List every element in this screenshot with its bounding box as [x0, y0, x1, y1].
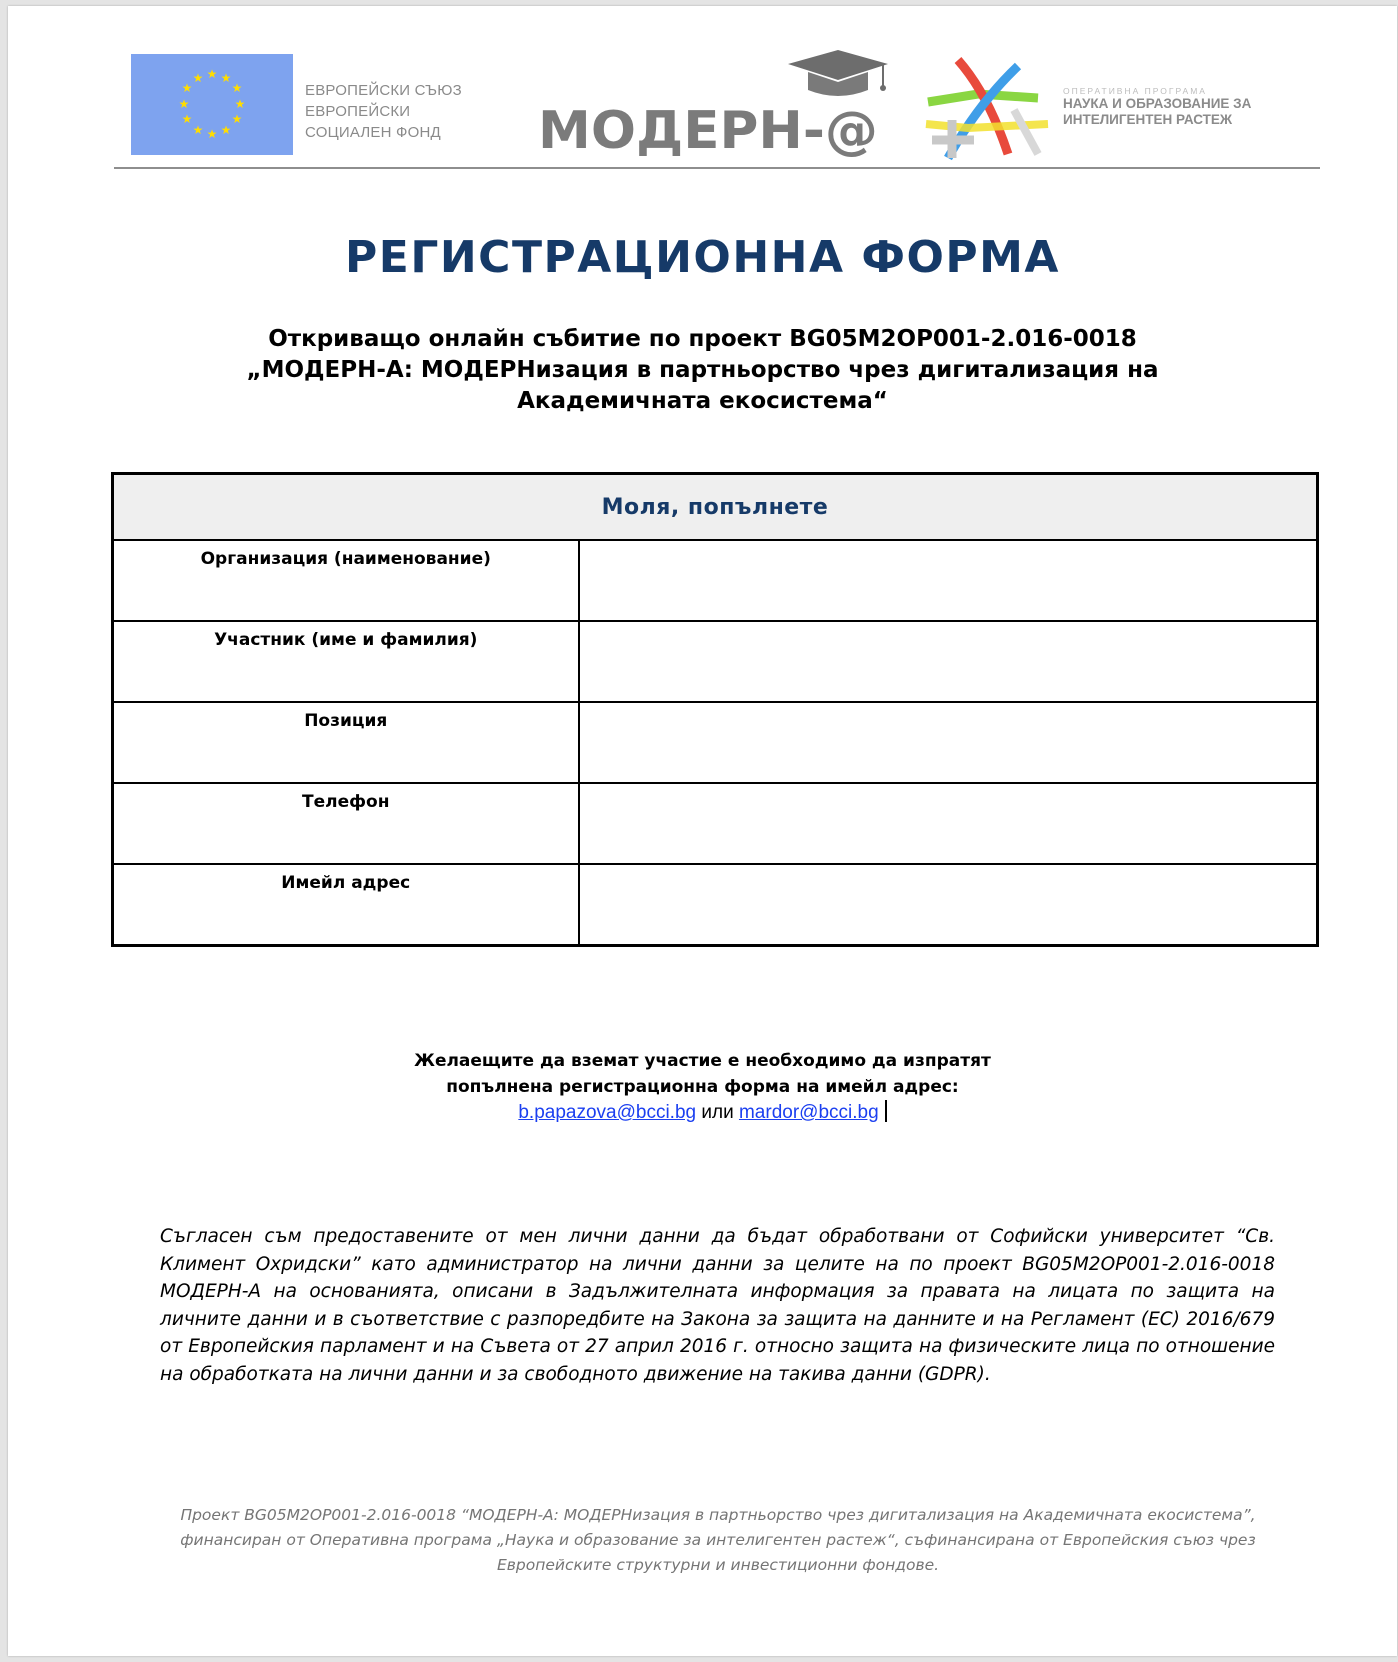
- svg-text:★: ★: [234, 97, 246, 111]
- note-line-2: попълнена регистрационна форма на имейл адрес:: [446, 1077, 959, 1097]
- text-cursor: [885, 1100, 887, 1122]
- participant-field[interactable]: [579, 621, 1318, 702]
- email-separator: или: [696, 1102, 739, 1123]
- form-row-phone: [113, 783, 1318, 864]
- eu-flag-logo: [131, 54, 293, 155]
- participant-label: Участник (име и фамилия): [113, 621, 579, 702]
- svg-text:★: ★: [206, 127, 218, 141]
- svg-text:★: ★: [192, 71, 204, 85]
- header-divider: [114, 167, 1320, 169]
- project-footer: Проект BG05M2OP001-2.016-0018 “МОДЕРН-А: МОДЕРНизация в партньорство чрез дигитализация на Академичната екосистема”, финансиран от Оперативна програма „Наука и образование за интелигентен растеж“, съфинансирана от Европейския съюз чрез Европейските структурни и инвестиционни фондове.: [180, 1506, 1256, 1574]
- form-row-position: [113, 702, 1318, 783]
- form-row-participant: [113, 621, 1318, 702]
- phone-field[interactable]: [579, 783, 1318, 864]
- svg-text:★: ★: [231, 112, 243, 126]
- note-line-1: Желаещите да вземат участие е необходимо да изпратят: [414, 1051, 991, 1071]
- position-field[interactable]: [579, 702, 1318, 783]
- registration-form-table: [111, 472, 1319, 947]
- form-row-email: [113, 864, 1318, 946]
- page-title: РЕГИСТРАЦИОННА ФОРМА: [345, 232, 1060, 283]
- event-subtitle: Откриващо онлайн събитие по проект BG05M2OP001-2.016-0018 „МОДЕРН-А: МОДЕРНизация в партньорство чрез дигитализация на Академичната екосистема“: [246, 326, 1159, 414]
- modern-logo-text: МОДЕРН-@: [538, 101, 878, 161]
- email-link-mardor[interactable]: mardor@bcci.bg: [738, 1102, 879, 1123]
- gdpr-consent-text: Съгласен съм предоставените от мен лични данни да бъдат обработвани от Софийски университет “Св. Климент Охридски” като администратор на лични данни за целите на по проект BG05M2OP001-2.016-0018 МОДЕРН-А на основанията, описани в Задължителната информация за правата на лицата по защита на личните данни и в съответствие с разпоредбите на Закона за защита на данните и на Регламент (ЕС) 2016/679 от Европейския парламент и на Съвета от 27 април 2016 г. относно защита на физическите лица по отношение на обработката на лични данни и за свободното движение на такива данни (GDPR).: [160, 1226, 1275, 1385]
- op-program-logo: [918, 54, 1058, 166]
- email-links: [8, 1100, 1397, 1126]
- svg-text:★: ★: [206, 67, 218, 81]
- email-label: Имейл адрес: [113, 864, 579, 946]
- form-header: Моля, попълнете: [113, 474, 1318, 541]
- document-page: [8, 6, 1397, 1656]
- organization-label: Организация (наименование): [113, 540, 579, 621]
- phone-label: Телефон: [113, 783, 579, 864]
- submission-note: [8, 1048, 1397, 1126]
- svg-text:★: ★: [181, 112, 193, 126]
- svg-text:★: ★: [220, 123, 232, 137]
- organization-field[interactable]: [579, 540, 1318, 621]
- op-program-text: ОПЕРАТИВНА ПРОГРАМА НАУКА И ОБРАЗОВАНИЕ ЗА ИНТЕЛИГЕНТЕН РАСТЕЖ: [1063, 86, 1252, 127]
- form-row-organization: [113, 540, 1318, 621]
- svg-text:★: ★: [181, 81, 193, 95]
- modern-a-logo: [538, 42, 898, 168]
- svg-text:★: ★: [178, 97, 190, 111]
- position-label: Позиция: [113, 702, 579, 783]
- email-link-papazova[interactable]: b.papazova@bcci.bg: [518, 1102, 697, 1123]
- svg-text:★: ★: [220, 71, 232, 85]
- svg-text:★: ★: [192, 123, 204, 137]
- email-field[interactable]: [579, 864, 1318, 946]
- eu-social-fund-text: ЕВРОПЕЙСКИ СЪЮЗ ЕВРОПЕЙСКИ СОЦИАЛЕН ФОНД: [305, 82, 462, 141]
- svg-text:★: ★: [231, 81, 243, 95]
